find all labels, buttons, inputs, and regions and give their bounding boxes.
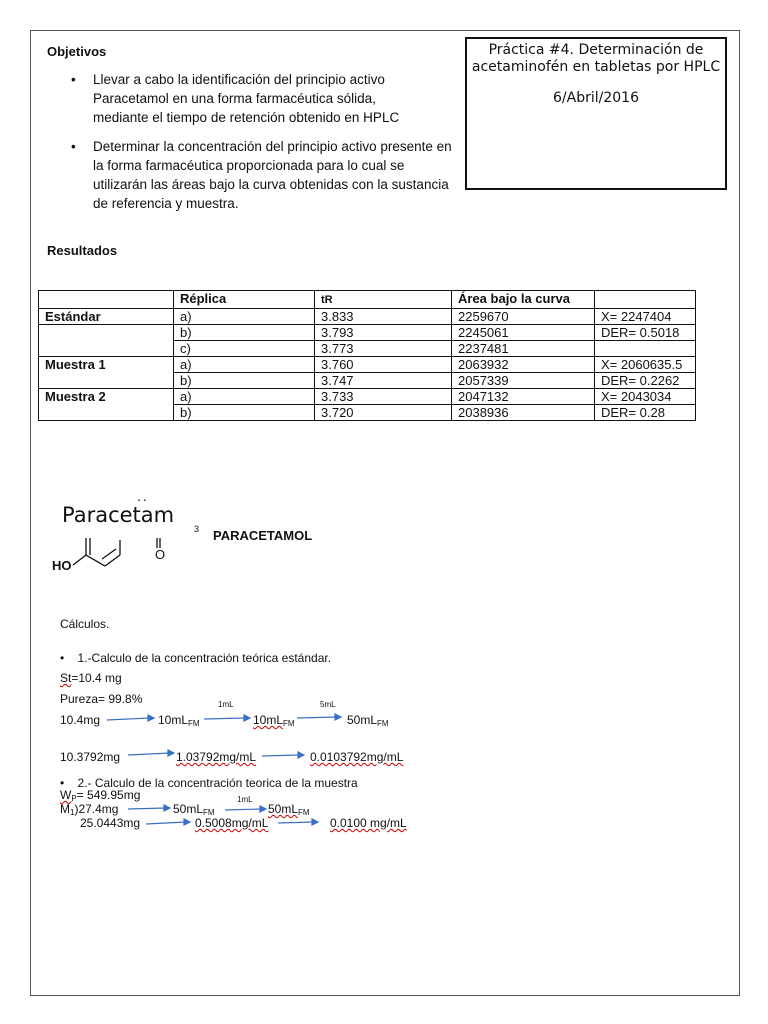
arrow-head xyxy=(298,752,304,758)
calc-st: St=10.4 mg xyxy=(60,671,122,685)
calc-step1: • 1.-Calculo de la concentración teórica estándar. xyxy=(60,651,332,665)
arrow xyxy=(128,753,170,755)
calc-m: $M_1)27.4mg$ xyxy=(60,802,119,817)
list-item: • Determinar la concentración del principio activo presente en la forma farmacéutica proporcionada para lo cual se utilizarán las áreas bajo la curva obtenidas con la sustancia de referencia y muestra. xyxy=(71,139,452,211)
calc-l3b: $50mL_{FM}$ xyxy=(173,802,215,817)
table-row: Estándar a) 3.833 2259670 X= 2247404 xyxy=(39,309,696,325)
bond-ring3 xyxy=(102,549,116,559)
calc-l1b: $10mL_{FM}$ xyxy=(158,713,200,728)
calc-step2: • 2.- Calculo de la concentración teorica de la muestra xyxy=(60,776,358,790)
arrow xyxy=(107,718,150,720)
bond-ho xyxy=(73,555,86,565)
small-5ml: 5mL xyxy=(320,700,336,709)
lone-pair-dots: .. xyxy=(137,488,149,504)
structure-o: O xyxy=(155,547,166,562)
arrow xyxy=(146,822,186,824)
arrow xyxy=(297,717,337,718)
arrow xyxy=(278,822,314,823)
arrow xyxy=(128,808,166,809)
list-item: • Llevar a cabo la identificación del principio activo Paracetamol en una forma farmacéutica sólida, mediante el tiempo de retención obtenido en HPLC xyxy=(71,72,400,125)
calc-heading: Cálculos. xyxy=(60,617,110,631)
arrow-head xyxy=(244,715,250,721)
table-row: b) 3.720 2038936 DER= 0.28 xyxy=(39,405,696,421)
calc-l2b: 1.03792mg/mL xyxy=(176,750,257,764)
arrow-head xyxy=(335,714,341,720)
calc-l2a: 10.3792mg xyxy=(60,750,121,764)
arrow-head xyxy=(260,806,266,812)
table-row: Muestra 2 a) 3.733 2047132 X= 2043034 xyxy=(39,389,696,405)
bond-ring xyxy=(86,555,105,566)
structure-label: PARACETAMOL xyxy=(213,528,313,543)
table-header-row: Réplica tR Área bajo la curva xyxy=(39,291,696,309)
calc-pureza: Pureza= 99.8% xyxy=(60,692,143,706)
practice-date: 6/Abril/2016 xyxy=(553,90,639,106)
bullet-icon: • xyxy=(71,139,76,154)
calc-wp: $W_P= 549.95mg$ xyxy=(60,788,141,803)
arrow xyxy=(262,755,300,756)
calc-l3c: $50mL_{FM}$ xyxy=(268,802,310,817)
table-row: Muestra 1 a) 3.760 2063932 X= 2060635.5 xyxy=(39,357,696,373)
calc-l1c: $10mL_{FM}$ xyxy=(253,713,295,728)
table-row: c) 3.773 2237481 xyxy=(39,341,696,357)
structure-ho: HO xyxy=(52,558,72,573)
table-row: b) 3.747 2057339 DER= 0.2262 xyxy=(39,373,696,389)
arrow-head xyxy=(148,715,154,721)
arrow-head xyxy=(312,819,318,825)
calc-l4c: 0.0100 mg/mL xyxy=(330,816,407,830)
bullet-icon: • xyxy=(71,72,76,87)
small-1ml: 1mL xyxy=(218,700,234,709)
calc-l1d: $50mL_{FM}$ xyxy=(347,713,389,728)
calc-l4a: 25.0443mg xyxy=(80,816,141,830)
arrow xyxy=(225,809,262,810)
results-heading: Resultados xyxy=(47,243,118,258)
calc-l4b: 0.5008mg/mL xyxy=(195,816,269,830)
practice-title: Práctica #4. Determinación de acetaminofén en tabletas por HPLC xyxy=(471,42,721,75)
arrow xyxy=(204,718,246,719)
arrow-head xyxy=(184,819,190,825)
calc-l1a: 10.4mg xyxy=(60,713,101,727)
structure-bonds xyxy=(73,538,160,566)
arrow-head xyxy=(168,750,174,756)
objectives-heading: Objetivos xyxy=(47,44,107,59)
bond-ring2 xyxy=(105,555,120,566)
structure-superscript: 3 xyxy=(194,524,200,534)
arrow-head xyxy=(164,805,170,811)
table-row: b) 3.793 2245061 DER= 0.5018 xyxy=(39,325,696,341)
structure-name: Paracetam xyxy=(62,503,175,527)
small-1ml-2: 1mL xyxy=(237,795,253,804)
calc-l2c: 0.0103792mg/mL xyxy=(310,750,404,764)
